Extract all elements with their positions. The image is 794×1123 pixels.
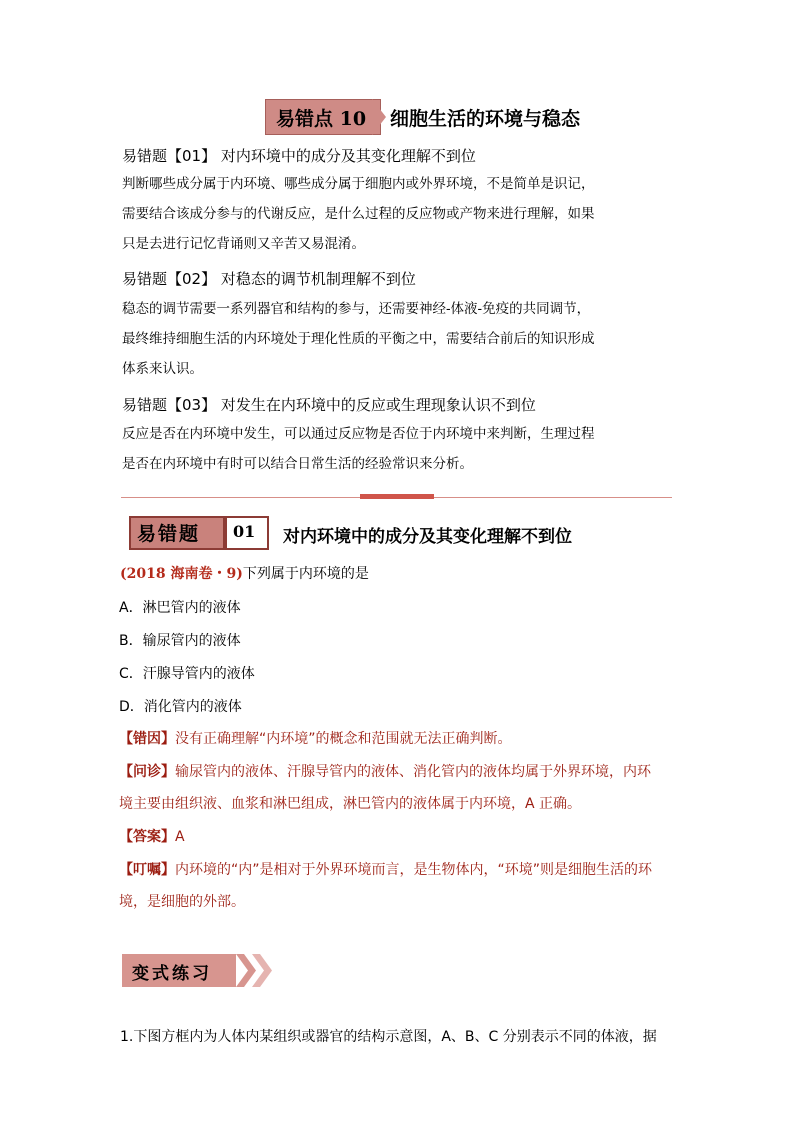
- overview-text-3: 反应是否在内环境中发生，可以通过反应物是否位于内环境中来判断，生理过程 是否在内环境中有时可以结合日常生活的经验常识来分析。: [122, 426, 595, 472]
- reminder: 【叮嘱】内环境的“内”是相对于外界环境而言，是生物体内，“环境”则是细胞生活的环 境，是细胞的外部。: [119, 862, 653, 910]
- question-stem: (2018 海南卷・9)下列属于内环境的是: [120, 566, 369, 582]
- section-badge: 易错题: [137, 523, 201, 545]
- header-badge: 易错点 10: [276, 108, 367, 130]
- page-title: 细胞生活的环境与稳态: [390, 108, 581, 130]
- section-number: 01: [233, 522, 256, 541]
- option-b: B．输尿管内的液体: [119, 633, 241, 649]
- question-source: (2018 海南卷・9): [120, 566, 243, 582]
- overview-text-2: 稳态的调节需要一系列器官和结构的参与，还需要神经-体液-免疫的共同调节， 最终维持细胞生活的内环境处于理化性质的平衡之中，需要结合前后的知识形成 体系来认识。: [122, 301, 595, 377]
- diagnosis: 【问诊】输尿管内的液体、汗腺导管内的液体、消化管内的液体均属于外界环境，内环 境主要由组织液、血浆和淋巴组成，淋巴管内的液体属于内环境，A 正确。: [119, 764, 651, 812]
- answer: 【答案】A: [119, 829, 185, 845]
- chevron-right-icon: [252, 954, 272, 987]
- error-cause: 【错因】没有正确理解“内环境”的概念和范围就无法正确判断。: [119, 731, 512, 747]
- option-c: C．汗腺导管内的液体: [119, 666, 255, 682]
- header-arrow: [372, 99, 386, 135]
- overview-label-3: 易错题【03】 对发生在内环境中的反应或生理现象认识不到位: [122, 396, 536, 414]
- practice-question-1: 1.下图方框内为人体内某组织或器官的结构示意图，A、B、C 分别表示不同的体液，据: [120, 1029, 657, 1045]
- divider-accent: [360, 494, 434, 499]
- overview-label-1: 易错题【01】 对内环境中的成分及其变化理解不到位: [122, 147, 476, 165]
- practice-badge: 变式练习: [132, 964, 212, 984]
- overview-text-1: 判断哪些成分属于内环境、哪些成分属于细胞内或外界环境，不是简单是识记， 需要结合该成分参与的代谢反应，是什么过程的反应物或产物来进行理解，如果 只是去进行记忆背诵则又辛苦又易混淆。: [122, 176, 595, 252]
- section-title: 对内环境中的成分及其变化理解不到位: [283, 527, 572, 547]
- overview-label-2: 易错题【02】 对稳态的调节机制理解不到位: [122, 270, 416, 288]
- option-d: D．消化管内的液体: [119, 699, 242, 715]
- option-a: A．淋巴管内的液体: [119, 600, 241, 616]
